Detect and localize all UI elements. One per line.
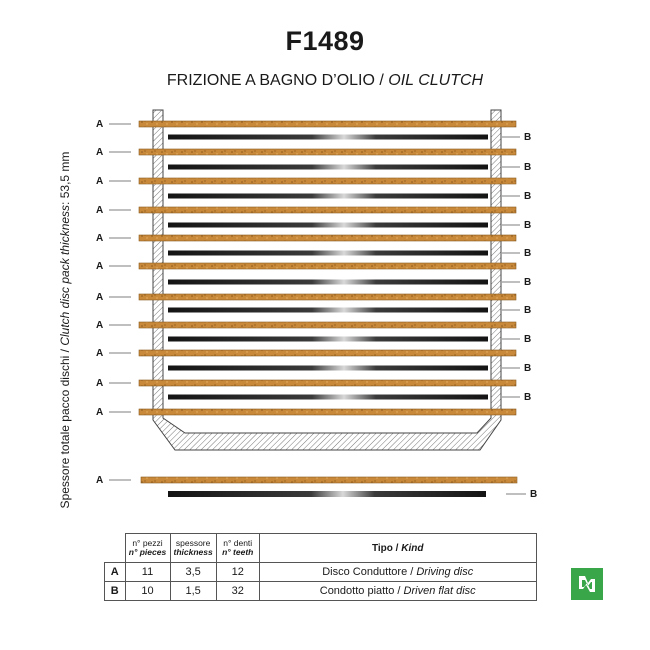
- row-kind: Disco Conduttore / Driving disc: [259, 563, 536, 582]
- disc-pack-thickness-label: [58, 120, 74, 540]
- callout-label-a: A: [96, 407, 104, 418]
- callout-label-a: A: [96, 261, 104, 272]
- subtitle-italian: FRIZIONE A BAGNO D’OLIO /: [166, 72, 389, 89]
- lightning-bolt-glyph: [571, 568, 603, 600]
- row-thickness: 3,5: [170, 563, 216, 582]
- row-thickness: 1,5: [170, 582, 216, 601]
- page-title: F1489: [285, 26, 365, 56]
- driven-disc: [168, 337, 488, 342]
- callout-label-b: B: [524, 363, 532, 374]
- callout-label-b: B: [524, 334, 532, 345]
- callout-label-b: B: [524, 220, 532, 231]
- row-teeth: 12: [216, 563, 259, 582]
- row-pieces: 11: [125, 563, 170, 582]
- sample-callout-label-b: B: [530, 489, 538, 500]
- callout-label-a: A: [96, 378, 104, 389]
- header-thickness: spessore thickness: [170, 534, 216, 563]
- table-row: [105, 582, 537, 601]
- driven-disc: [168, 165, 488, 170]
- driven-disc: [168, 194, 488, 199]
- callout-label-b: B: [524, 162, 532, 173]
- driving-disc: [139, 263, 516, 269]
- callout-label-b: B: [524, 392, 532, 403]
- thickness-label-english: Clutch disc pack thickness: [58, 204, 72, 346]
- callout-label-b: B: [524, 191, 532, 202]
- driving-disc: [139, 235, 516, 241]
- driven-disc: [168, 280, 488, 285]
- driving-disc: [139, 121, 516, 127]
- callout-label-a: A: [96, 348, 104, 359]
- driven-disc: [168, 395, 488, 400]
- header-kind: Tipo / Kind: [259, 534, 536, 563]
- driving-disc: [139, 207, 516, 213]
- callout-label-a: A: [96, 119, 104, 130]
- callout-label-a: A: [96, 320, 104, 331]
- row-kind: Condotto piatto / Driven flat disc: [259, 582, 536, 601]
- driven-disc: [168, 251, 488, 256]
- callout-label-b: B: [524, 248, 532, 259]
- header-blank: [105, 534, 126, 563]
- header-teeth: n° denti n° teeth: [216, 534, 259, 563]
- driven-disc: [168, 135, 488, 140]
- callout-label-a: A: [96, 292, 104, 303]
- callout-label-b: B: [524, 277, 532, 288]
- subtitle-english: OIL CLUTCH: [388, 72, 484, 89]
- row-pieces: 10: [125, 582, 170, 601]
- row-key: A: [105, 563, 126, 582]
- table-header-row: [105, 534, 537, 563]
- sample-callout-label-a: A: [96, 475, 104, 486]
- callout-label-a: A: [96, 205, 104, 216]
- lightning-bolt-icon: [571, 568, 603, 600]
- row-teeth: 32: [216, 582, 259, 601]
- header-pieces: n° pezzi n° pieces: [125, 534, 170, 563]
- driving-disc: [139, 149, 516, 155]
- driving-disc: [139, 350, 516, 356]
- driving-disc: [139, 178, 516, 184]
- callout-label-a: A: [96, 233, 104, 244]
- thickness-label-italian: Spessore totale pacco dischi /: [58, 345, 72, 509]
- driving-disc: [139, 322, 516, 328]
- disc-spec-table: [104, 533, 537, 601]
- driven-disc: [168, 366, 488, 371]
- callout-label-b: B: [524, 305, 532, 316]
- callout-label-a: A: [96, 176, 104, 187]
- row-key: B: [105, 582, 126, 601]
- callout-label-a: A: [96, 147, 104, 158]
- sample-driving-disc: [141, 477, 517, 483]
- thickness-value: : 53,5 mm: [58, 151, 72, 205]
- driven-disc: [168, 308, 488, 313]
- driven-disc: [168, 223, 488, 228]
- driving-disc: [139, 380, 516, 386]
- driving-disc: [139, 409, 516, 415]
- driving-disc: [139, 294, 516, 300]
- table-row: [105, 563, 537, 582]
- sample-driven-disc: [168, 491, 486, 497]
- callout-label-b: B: [524, 132, 532, 143]
